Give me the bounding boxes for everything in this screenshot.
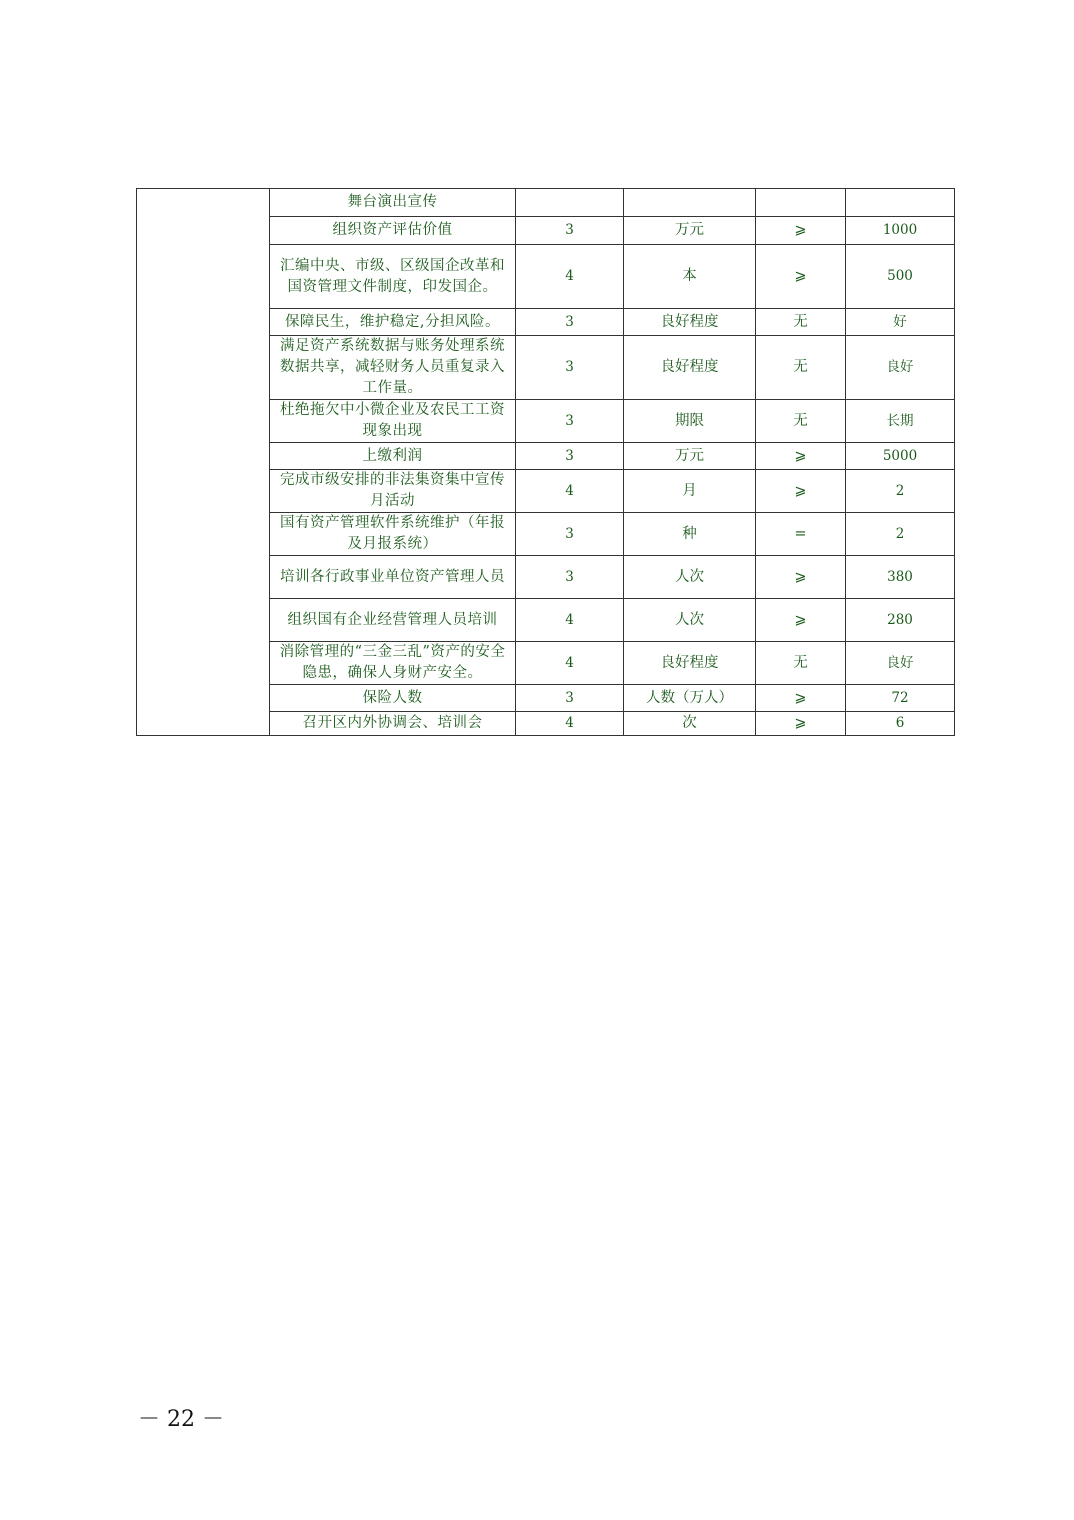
indicator-target (846, 189, 955, 217)
indicator-weight: 4 (516, 642, 624, 685)
indicator-target: 2 (846, 513, 955, 556)
indicator-target: 良好 (846, 336, 955, 400)
indicator-target: 380 (846, 556, 955, 599)
indicator-weight (516, 189, 624, 217)
indicator-operator: ⩾ (756, 443, 846, 470)
indicator-operator: ⩾ (756, 599, 846, 642)
indicator-description: 召开区内外协调会、培训会 (270, 712, 516, 736)
indicator-description: 消除管理的“三金三乱”资产的安全隐患，确保人身财产安全。 (270, 642, 516, 685)
indicator-operator: ⩾ (756, 217, 846, 245)
indicator-target: 好 (846, 309, 955, 336)
indicator-description: 完成市级安排的非法集资集中宣传月活动 (270, 470, 516, 513)
indicator-unit: 月 (624, 470, 756, 513)
indicator-description: 保险人数 (270, 685, 516, 712)
indicator-operator: 无 (756, 336, 846, 400)
indicator-description: 组织资产评估价值 (270, 217, 516, 245)
indicator-weight: 3 (516, 400, 624, 443)
indicator-target: 2 (846, 470, 955, 513)
indicator-operator: 无 (756, 400, 846, 443)
indicator-operator: 无 (756, 642, 846, 685)
indicator-description: 培训各行政事业单位资产管理人员 (270, 556, 516, 599)
indicator-weight: 3 (516, 336, 624, 400)
indicator-description: 舞台演出宣传 (270, 189, 516, 217)
indicator-target: 长期 (846, 400, 955, 443)
indicator-target: 72 (846, 685, 955, 712)
indicator-weight: 4 (516, 599, 624, 642)
indicator-description: 杜绝拖欠中小微企业及农民工工资现象出现 (270, 400, 516, 443)
indicator-unit: 良好程度 (624, 642, 756, 685)
indicator-description: 汇编中央、市级、区级国企改革和国资管理文件制度，印发国企。 (270, 245, 516, 309)
indicator-unit: 人次 (624, 599, 756, 642)
indicator-weight: 3 (516, 443, 624, 470)
indicator-unit: 人数（万人） (624, 685, 756, 712)
indicator-operator: ⩾ (756, 470, 846, 513)
indicator-target: 6 (846, 712, 955, 736)
indicator-unit: 良好程度 (624, 309, 756, 336)
indicator-description: 上缴利润 (270, 443, 516, 470)
indicator-operator: ⩾ (756, 685, 846, 712)
indicator-target: 5000 (846, 443, 955, 470)
indicator-description: 满足资产系统数据与账务处理系统数据共享，减轻财务人员重复录入工作量。 (270, 336, 516, 400)
indicator-weight: 4 (516, 712, 624, 736)
indicator-target: 1000 (846, 217, 955, 245)
indicator-weight: 3 (516, 513, 624, 556)
indicator-weight: 4 (516, 470, 624, 513)
indicator-description: 保障民生，维护稳定,分担风险。 (270, 309, 516, 336)
indicator-weight: 3 (516, 556, 624, 599)
indicator-operator (756, 189, 846, 217)
indicator-unit (624, 189, 756, 217)
indicator-operator: ⩾ (756, 245, 846, 309)
indicator-unit: 人次 (624, 556, 756, 599)
category-cell (137, 189, 270, 736)
indicator-operator: ⩾ (756, 556, 846, 599)
page-number: － 22 － (138, 1407, 224, 1432)
indicator-weight: 3 (516, 685, 624, 712)
indicator-target: 500 (846, 245, 955, 309)
indicator-unit: 种 (624, 513, 756, 556)
indicator-operator: 无 (756, 309, 846, 336)
indicator-operator: ⩾ (756, 712, 846, 736)
indicator-weight: 3 (516, 217, 624, 245)
indicator-weight: 4 (516, 245, 624, 309)
table-row (137, 189, 955, 217)
indicator-operator: = (756, 513, 846, 556)
indicator-unit: 万元 (624, 217, 756, 245)
indicator-weight: 3 (516, 309, 624, 336)
indicator-target: 280 (846, 599, 955, 642)
indicator-unit: 次 (624, 712, 756, 736)
indicator-description: 组织国有企业经营管理人员培训 (270, 599, 516, 642)
indicator-description: 国有资产管理软件系统维护（年报及月报系统） (270, 513, 516, 556)
indicator-table (136, 188, 955, 736)
indicator-unit: 良好程度 (624, 336, 756, 400)
indicator-unit: 本 (624, 245, 756, 309)
indicator-unit: 万元 (624, 443, 756, 470)
indicator-unit: 期限 (624, 400, 756, 443)
indicator-target: 良好 (846, 642, 955, 685)
